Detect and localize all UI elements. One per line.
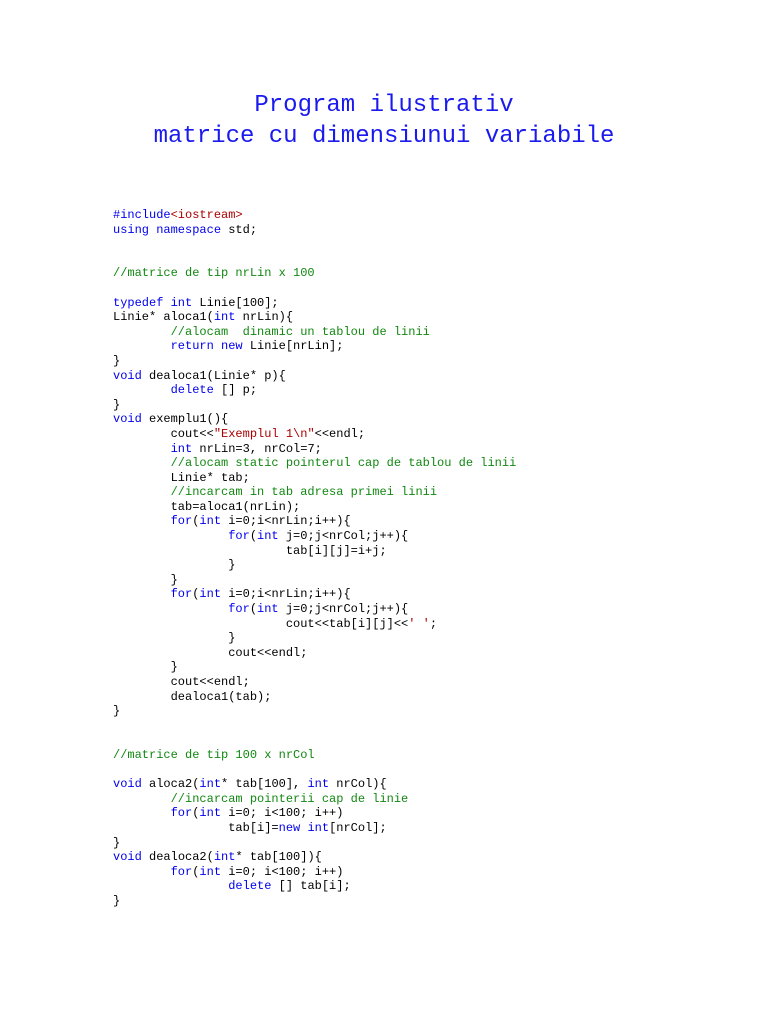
code-text: ( bbox=[192, 806, 200, 821]
code-text bbox=[113, 792, 171, 806]
code-keyword: for bbox=[170, 864, 193, 879]
code-text: } bbox=[113, 397, 121, 412]
code-text: * tab[100]){ bbox=[235, 850, 322, 865]
code-line bbox=[113, 398, 516, 413]
code-text: ( bbox=[192, 864, 200, 879]
code-text: tab[i][j]=i+j; bbox=[113, 543, 387, 558]
code-line bbox=[113, 369, 516, 384]
code-text: dealoca2( bbox=[141, 850, 214, 865]
code-line bbox=[113, 660, 516, 675]
code-text: Linie[nrLin]; bbox=[242, 339, 344, 354]
code-comment: //alocam dinamic un tablou de linii bbox=[170, 324, 430, 339]
code-text bbox=[113, 865, 171, 879]
code-text bbox=[113, 514, 171, 528]
code-keyword: for bbox=[170, 806, 193, 821]
code-text: exemplu1(){ bbox=[141, 412, 229, 427]
code-text: dealoca1(Linie* p){ bbox=[141, 368, 286, 383]
code-line bbox=[113, 675, 516, 690]
code-keyword: int bbox=[199, 587, 222, 602]
code-text bbox=[113, 325, 171, 339]
code-keyword: int bbox=[257, 602, 279, 617]
code-line bbox=[113, 602, 516, 617]
code-keyword: void bbox=[113, 368, 142, 383]
code-line bbox=[113, 865, 516, 880]
code-text: } bbox=[113, 893, 121, 908]
code-text bbox=[113, 602, 228, 616]
code-string: ' ' bbox=[408, 616, 430, 631]
code-line bbox=[113, 281, 516, 296]
code-text: Linie* tab; bbox=[113, 470, 250, 485]
code-line bbox=[113, 500, 516, 515]
code-line bbox=[113, 427, 516, 442]
code-line bbox=[113, 412, 516, 427]
code-keyword: void bbox=[113, 412, 142, 427]
code-line bbox=[113, 719, 516, 734]
code-line bbox=[113, 821, 516, 836]
code-line bbox=[113, 646, 516, 661]
code-text: nrCol){ bbox=[329, 777, 387, 792]
code-text: * tab[100], bbox=[221, 777, 308, 792]
code-line bbox=[113, 836, 516, 851]
code-text: tab=aloca1(nrLin); bbox=[113, 499, 301, 514]
code-line bbox=[113, 690, 516, 705]
code-text bbox=[113, 806, 171, 820]
code-text: } bbox=[113, 353, 121, 368]
code-line bbox=[113, 733, 516, 748]
code-line bbox=[113, 471, 516, 486]
code-string: "Exemplul 1\n" bbox=[213, 426, 315, 441]
code-line bbox=[113, 514, 516, 529]
code-listing bbox=[113, 208, 516, 909]
code-line bbox=[113, 383, 516, 398]
code-comment: //incarcam in tab adresa primei linii bbox=[170, 485, 438, 500]
code-keyword: for bbox=[170, 514, 193, 529]
code-line bbox=[113, 237, 516, 252]
code-line bbox=[113, 442, 516, 457]
code-text: [nrCol]; bbox=[329, 820, 387, 835]
code-text: aloca2( bbox=[141, 777, 200, 792]
code-text: } bbox=[113, 631, 236, 646]
code-text bbox=[113, 529, 228, 543]
code-keyword: delete bbox=[170, 383, 214, 398]
code-line bbox=[113, 223, 516, 238]
code-line bbox=[113, 850, 516, 865]
code-text: ( bbox=[192, 514, 200, 529]
code-keyword: return new bbox=[170, 339, 243, 354]
code-line bbox=[113, 792, 516, 807]
code-text: i=0; i<100; i++) bbox=[221, 806, 344, 821]
code-text: Linie* aloca1( bbox=[113, 310, 214, 325]
code-text: } bbox=[113, 660, 178, 675]
page-title bbox=[0, 90, 768, 152]
code-line bbox=[113, 879, 516, 894]
code-text: } bbox=[113, 558, 236, 573]
code-line bbox=[113, 252, 516, 267]
code-line bbox=[113, 894, 516, 909]
code-keyword: int bbox=[213, 850, 236, 865]
code-text: cout<<tab[i][j]<< bbox=[113, 616, 409, 631]
code-text: i=0; i<100; i++) bbox=[221, 864, 344, 879]
code-keyword: int bbox=[170, 441, 193, 456]
title-line-2: matrice cu dimensiunui variabile bbox=[153, 123, 615, 150]
code-comment: //matrice de tip nrLin x 100 bbox=[113, 266, 315, 281]
code-text: nrLin=3, nrCol=7; bbox=[192, 441, 322, 456]
code-text: ( bbox=[249, 529, 258, 544]
code-text: tab[i]= bbox=[113, 820, 279, 835]
code-keyword: void bbox=[113, 850, 142, 865]
code-comment: //incarcam pointerii cap de linie bbox=[170, 791, 409, 806]
code-text bbox=[113, 442, 171, 456]
code-text: } bbox=[113, 572, 178, 587]
code-text: i=0;i<nrLin;i++){ bbox=[221, 514, 351, 529]
code-text: [] tab[i]; bbox=[271, 879, 351, 894]
code-text: Linie[100]; bbox=[192, 295, 279, 310]
title-line-1: Program ilustrativ bbox=[254, 92, 514, 119]
code-text: cout<<endl; bbox=[113, 675, 250, 689]
code-text bbox=[113, 879, 228, 893]
code-line bbox=[113, 339, 516, 354]
code-keyword: int bbox=[199, 514, 222, 529]
code-line bbox=[113, 544, 516, 559]
code-keyword: int bbox=[199, 864, 222, 879]
code-line bbox=[113, 266, 516, 281]
code-text: cout<<endl; bbox=[113, 645, 308, 660]
code-comment: //matrice de tip 100 x nrCol bbox=[113, 747, 315, 762]
code-line bbox=[113, 748, 516, 763]
code-text bbox=[113, 587, 171, 601]
code-keyword: delete bbox=[228, 879, 272, 894]
code-keyword: for bbox=[228, 529, 250, 544]
code-keyword: for bbox=[228, 602, 250, 617]
code-line bbox=[113, 777, 516, 792]
code-line bbox=[113, 704, 516, 719]
code-keyword: int bbox=[199, 777, 222, 792]
code-keyword: new int bbox=[278, 820, 330, 835]
code-text: cout<< bbox=[113, 426, 214, 441]
code-text: j=0;j<nrCol;j++){ bbox=[278, 529, 409, 544]
code-keyword: #include bbox=[113, 208, 171, 222]
code-keyword: int bbox=[307, 777, 330, 792]
code-text: } bbox=[113, 704, 121, 719]
code-keyword: typedef int bbox=[113, 295, 193, 310]
code-text: i=0;i<nrLin;i++){ bbox=[221, 587, 351, 602]
code-text bbox=[113, 339, 171, 353]
code-text: dealoca1(tab); bbox=[113, 689, 272, 704]
code-keyword: void bbox=[113, 777, 142, 792]
code-line bbox=[113, 617, 516, 632]
code-text bbox=[113, 383, 171, 397]
code-text: j=0;j<nrCol;j++){ bbox=[278, 602, 409, 617]
code-line bbox=[113, 485, 516, 500]
code-keyword: int bbox=[199, 806, 222, 821]
code-line bbox=[113, 208, 516, 223]
code-comment: //alocam static pointerul cap de tablou de linii bbox=[170, 456, 517, 471]
code-text: std; bbox=[221, 222, 258, 237]
code-text bbox=[113, 456, 171, 470]
code-keyword: for bbox=[170, 587, 193, 602]
code-text: ; bbox=[429, 616, 438, 631]
code-text: [] p; bbox=[213, 383, 258, 398]
code-keyword: int bbox=[213, 310, 236, 325]
code-line bbox=[113, 587, 516, 602]
code-line bbox=[113, 296, 516, 311]
code-line bbox=[113, 573, 516, 588]
code-line bbox=[113, 456, 516, 471]
code-keyword: using namespace bbox=[113, 222, 222, 237]
code-text: <<endl; bbox=[314, 426, 366, 441]
code-line bbox=[113, 806, 516, 821]
code-line bbox=[113, 325, 516, 340]
code-line bbox=[113, 558, 516, 573]
code-line bbox=[113, 354, 516, 369]
code-text: ( bbox=[192, 587, 200, 602]
code-text: } bbox=[113, 835, 121, 850]
code-text bbox=[113, 485, 171, 499]
code-string: <iostream> bbox=[170, 208, 243, 222]
code-keyword: int bbox=[257, 529, 279, 544]
code-line bbox=[113, 631, 516, 646]
code-line bbox=[113, 310, 516, 325]
code-text: nrLin){ bbox=[235, 310, 294, 325]
code-line bbox=[113, 763, 516, 778]
code-line bbox=[113, 529, 516, 544]
code-text: ( bbox=[249, 602, 258, 617]
